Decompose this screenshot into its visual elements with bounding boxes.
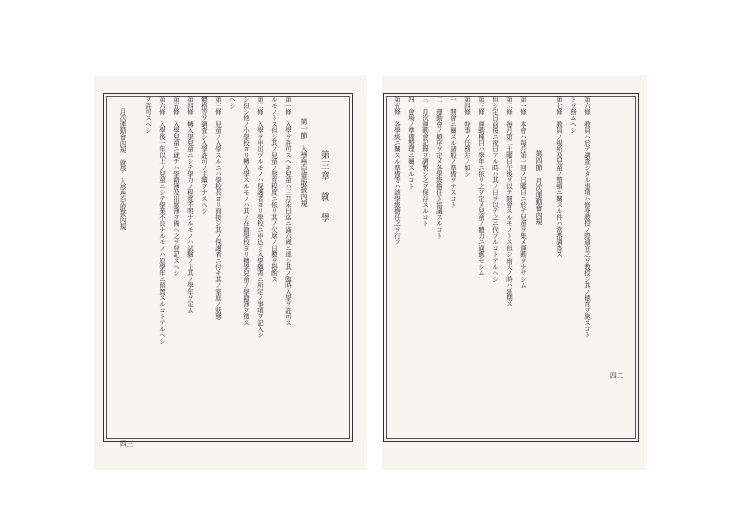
body-line: 第三條 運動種目ハ學年ニ依リ之ヲ定メ兒童ノ體力ニ適應セシム	[477, 96, 485, 276]
body-line: 四 會場ノ準備整理ニ關スルコト	[407, 96, 415, 189]
right-page-number: 四二	[610, 372, 624, 380]
body-line: 第二條 毎月第二土曜日午後ヲ以テ開會スルモノトス但シ雨天ノ時ハ延期ス	[505, 96, 513, 307]
left-page-number: 四三	[120, 440, 134, 448]
body-line: 第七條 教員ノ場所及兒童ノ整頓ニ關スル件ハ當番調查ス	[555, 96, 563, 258]
body-line: 體格等ヲ調査シ入學許可ノ手續ヲナスヘシ	[200, 96, 208, 214]
body-line: 第六條 教員ハ於テ調査シタル事項ハ修身教授ノ際適宜之ヲ教授シ其ノ徳育ヲ施スコト	[583, 96, 591, 338]
chapter-title: 第三章 就 學	[319, 150, 329, 224]
left-running-head: 月次運動會內規 就學 入學學兒取扱內規	[118, 108, 126, 230]
body-line: 第一條 本會ハ毎月第一回ノ日曜日ニ於テ兒童ヲ集メ運動ヲナサシム	[519, 96, 527, 289]
body-line: 第五條 各學級ニ關スル準備等ハ該學級擔任之ヲ行フ	[393, 96, 401, 245]
body-line: 第一條 入學ヲ許可スヘキ兒童ハ三月末日迄ニ滿六歲ニ達シ其ノ臨時入學ヲ許可ス	[284, 96, 292, 326]
body-line: 第四條 轉入學兒童ニシテ學力ノ程度不明ナルモノハ試驗ノ上其ノ學年ヲ定ム	[186, 96, 194, 313]
body-line: 第五條 入學兒童ニ就テハ學籍簿及出席簿ヲ備ヘ之ヲ登記スヘシ	[172, 96, 180, 276]
body-line: ルモノトス但シ其ノ兒童ノ發育程度ニ依リ其ノ欠席ノ日數ヲ斟酌ス	[270, 96, 278, 282]
body-line: 一 開會ニ關スル諸般ノ準備ヲナスコト	[449, 96, 457, 208]
body-line: 二 運動會ノ順序ヲ定メ各學級擔任ト協議スルコト	[435, 96, 443, 239]
body-line: 第二條 入學ヲ申出ヅルモノハ保護者ヨリ學校ニ申込ミ入學願書ニ所定ノ事項ヲ記入シ	[256, 96, 264, 338]
body-line: 但シ定日前後ニ祝日アル時ハ其ノ日ヲ以テ之ニ代フルコトアルヘシ	[491, 96, 499, 282]
body-line: 第四條 幹事ノ任務左ノ如シ	[463, 96, 471, 177]
body-line: シ但シ他ノ小學校ヨリ轉入學スルモノハ其ノ在籍學校ヨリ轉學兒童ノ學籍簿ヲ徵ス	[242, 96, 250, 326]
body-line: トヲ務ムヘシ	[569, 96, 577, 134]
body-line: 三 月次運動會記錄ヲ調製シ之ヲ保存スルコト	[421, 96, 429, 227]
body-line: 第六條 入學後一年以上ノ兒童ニシテ學業不良ナルモノハ原學年ニ留置スルコトアルヘシ	[158, 96, 166, 344]
section-heading: 第四節 月次運動會內規	[535, 150, 543, 225]
section-title: 第一節 入學學兒童取扱內規	[300, 118, 308, 207]
body-line: ヲ許可スヘシ	[144, 96, 152, 134]
body-line: 第三條 兒童ノ入學スルニハ學校長ヨリ面接シ其ノ保護者ニ付キ其ノ家庭ノ狀態	[214, 96, 222, 320]
body-line: ヘシ	[228, 96, 236, 109]
